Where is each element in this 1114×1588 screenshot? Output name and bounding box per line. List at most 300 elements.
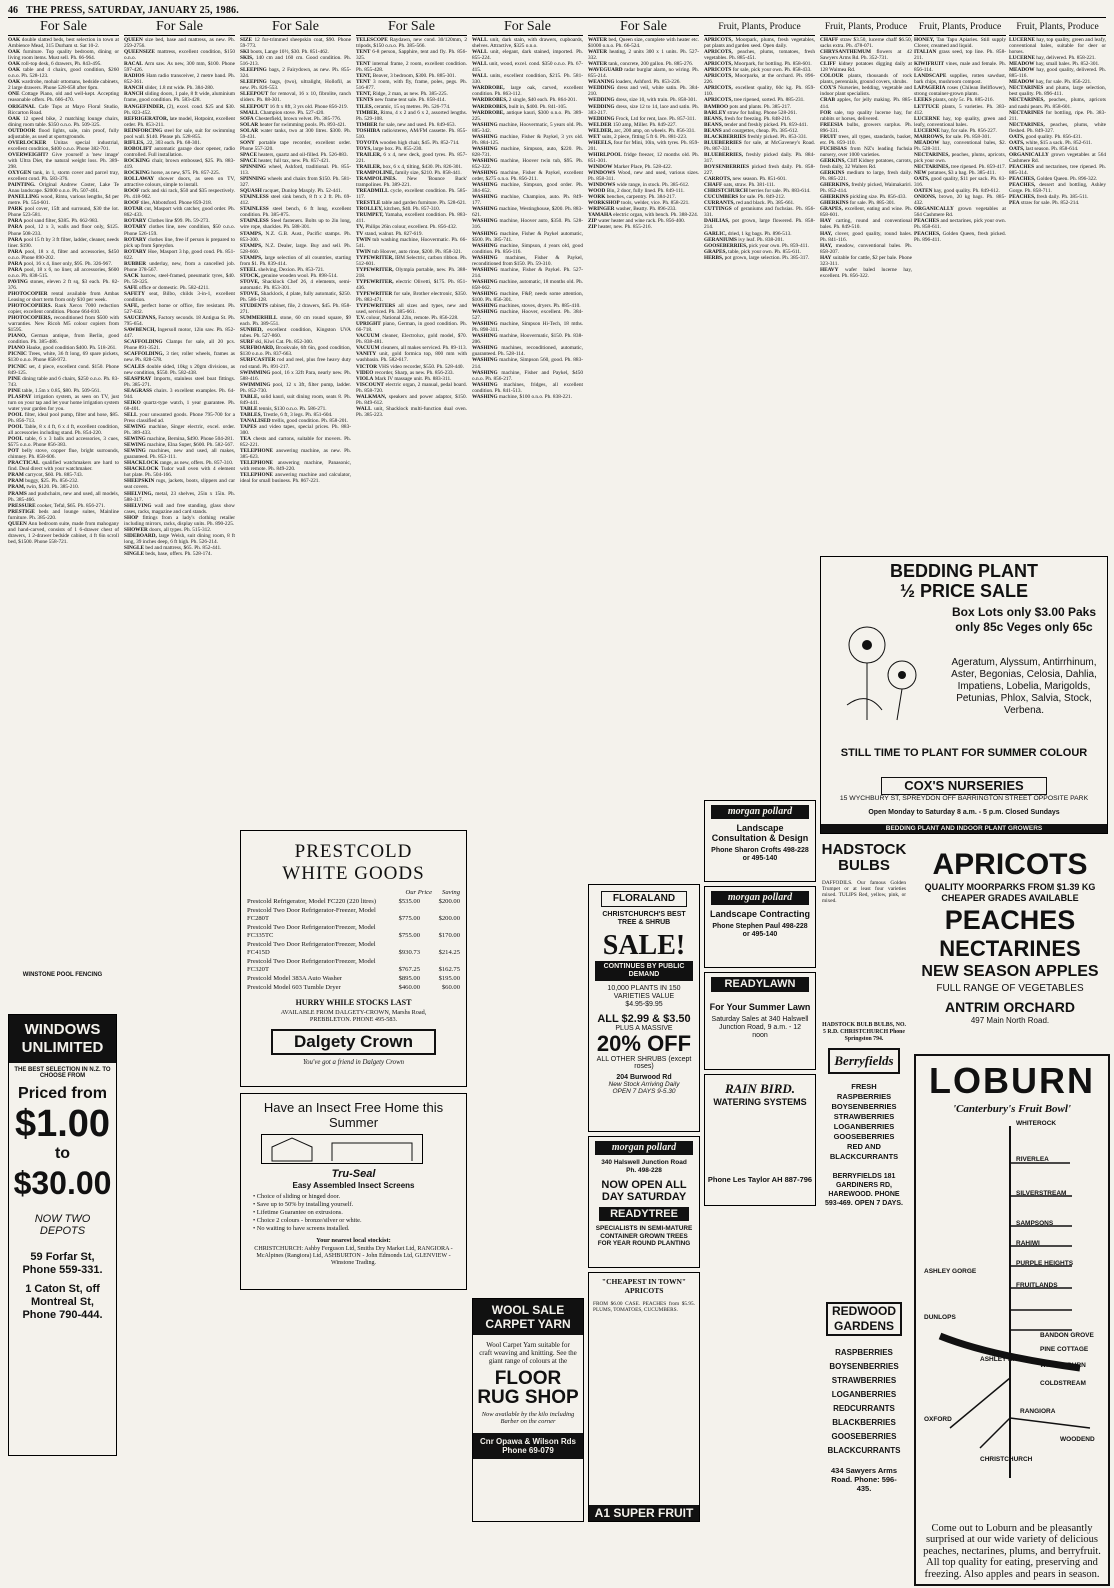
classified-ad	[820, 37, 912, 49]
ad-keyword: CLIFF	[820, 61, 836, 68]
ad-text: large selection of all countries, starting from $1. Ph. 839-414.	[240, 254, 351, 267]
classified-ad	[472, 309, 583, 321]
classified-ad	[240, 176, 351, 188]
classified-ad	[914, 85, 1006, 97]
classified-ad	[8, 249, 119, 261]
ad-text: grown vegetables at 564 Cashmere Rd.	[1009, 151, 1106, 164]
ad-keyword: STAINLESS	[240, 218, 269, 225]
ad-text: four for Mini, 10in, with tyres. Ph. 859-201.	[588, 139, 699, 152]
ad-keyword: PARA	[8, 266, 23, 273]
classified-ad	[240, 231, 351, 243]
loburn-tag: 'Canterbury's Fruit Bowl'	[953, 1103, 1071, 1115]
ad-text: berries for sale. Ph. 883-614.	[747, 188, 811, 195]
map-label: ASHLEY GORGE	[924, 1268, 977, 1275]
ad-text: machines, new and used, all makes, guaranteed. Ph. 853-111.	[124, 448, 235, 461]
map-label: WOODEND	[1060, 1436, 1095, 1443]
classified-ad	[124, 91, 235, 103]
sale-label: SALE!	[602, 930, 686, 961]
ad-keyword: SEWING	[124, 448, 146, 455]
ad-keyword: SACK	[124, 272, 139, 279]
ad-text: 2 single, $40 each. Ph. 864-201.	[507, 97, 577, 104]
ad-text: for removal, 16 x 10, fibrolite, ranch sliders. Ph. 88-301.	[240, 91, 351, 104]
product-saving: $170.00	[438, 932, 460, 939]
ad-text: Brookvale, 6ft 6in, good condition, $130 o.n.o. Ph. 837-663.	[240, 345, 351, 358]
ad-text: German antique, from Berlin, good condition. Ph. 385-486.	[8, 333, 119, 346]
floraland-hours: New Stock Arriving Daily OPEN 7 DAYS 9-5.30	[608, 1081, 680, 1095]
classified-ad	[240, 194, 351, 206]
classified-ad	[124, 116, 235, 128]
classified-ad	[124, 424, 235, 436]
classified-column-8	[820, 19, 912, 569]
classified-ad	[704, 218, 815, 230]
ad-text: wafer baled lucerne hay, excellent. Ph. 856-322.	[820, 266, 912, 279]
two-depots-label: NOW TWO DEPOTS	[34, 1213, 91, 1237]
classified-ad	[124, 261, 235, 273]
rainbird-ad	[704, 1074, 816, 1206]
classified-ad	[472, 158, 583, 170]
product-price: $775.00	[398, 915, 420, 922]
bullet-item: • Choice 2 colours - bronze/silver or white.	[253, 1217, 362, 1224]
classified-ad	[240, 79, 351, 91]
classified-ad	[8, 291, 119, 303]
ad-text: large oak, carved, excellent condition. Ph. 863-112.	[472, 85, 583, 98]
ad-text: picked fresh daily. Ph. 858-227.	[704, 163, 815, 177]
classified-ad	[472, 321, 583, 333]
ad-text: tools, welder, vice. Ph. 858-221.	[619, 200, 690, 207]
ad-text: water tanks, two at 300 litres. $300. Ph. 59-431.	[240, 127, 351, 140]
ad-keyword: WASHING	[472, 194, 498, 201]
ad-keyword: PHOTOCOPIER	[8, 290, 48, 297]
ad-text: Philips 26in colour, excellent. Ph. 856-432.	[364, 224, 458, 231]
fruit-item: BOYSENBERRIES	[831, 1102, 897, 1111]
ad-text: Nurseries, bedding, vegetable and indoor plant specialists.	[820, 85, 912, 98]
ad-text: belly stove, copper flue, bright surrounds, chimney. Ph. 858-606.	[8, 448, 119, 461]
ad-text: cabinet, file, 2 drawers, $45. Ph. 858-271.	[240, 303, 351, 316]
classified-ad	[240, 55, 351, 67]
ad-keyword: SHELVING	[124, 502, 152, 509]
ad-keyword: ROLLAWAY	[124, 176, 155, 183]
rainbird-logo: RAIN BIRD.	[724, 1081, 796, 1096]
ad-text: clover, good quality, round bales. Ph. 841-116.	[820, 230, 912, 243]
ad-text: carting, round and conventional bales. Ph. 849-510.	[820, 218, 912, 231]
ad-text: Rimu, 4 x 2 and 6 x 2, assorted lengths. Ph. 529-108.	[356, 109, 467, 122]
product-saving: $200.00	[438, 915, 460, 922]
classified-ad	[356, 406, 467, 418]
ad-keyword: STOVE,	[240, 290, 260, 297]
ad-keyword: TELEPHONE	[240, 448, 273, 455]
ad-keyword: FREESIA	[820, 121, 843, 128]
ad-keyword: RANCH	[124, 91, 144, 98]
ad-keyword: ONIONS,	[914, 194, 937, 201]
ad-text: table and 4 chairs, good condition, $260 o.n.o. Ph. 528-123.	[8, 67, 119, 80]
ad-text: set, 4 piece, excellent cond. $150. Phone 849-125.	[8, 363, 119, 376]
ad-text: dried, 1 kg bags. Ph. 896-513.	[726, 230, 792, 237]
ad-keyword: PEACHES	[914, 218, 940, 225]
ad-text: machines, fridges, all excellent condition. Ph. 841-513.	[472, 381, 583, 394]
classified-column-5	[472, 19, 583, 1079]
ad-text: late model, Hotpoint, excellent order. Ph. 853-211.	[124, 115, 235, 128]
map-label: WILLOWBURN	[1040, 1362, 1086, 1369]
redwood-fruit-list	[820, 1346, 908, 1458]
ad-keyword: SPINNING	[240, 163, 266, 170]
product-saving: $214.25	[438, 949, 460, 956]
ad-text: internal frame, 2 room, excellent condition. Ph. 855-428.	[356, 61, 467, 74]
ad-keyword: MEADOW	[1009, 79, 1035, 86]
ad-text: and video tapes, special prices. Ph. 883-300.	[240, 424, 351, 437]
price-table-head	[247, 889, 460, 897]
bullet-item: • No waiting to have screens installed.	[253, 1225, 350, 1232]
morgan-logo-3: morgan pollard	[711, 891, 809, 905]
fruit-item: BOYSENBERRIES	[829, 1362, 899, 1371]
ad-keyword: GHERKINS,	[820, 182, 850, 189]
ad-text: suitable for cattle, $2 per bale. Phone 323-311.	[820, 254, 912, 267]
landscape-design-title: Landscape Consultation & Design	[711, 823, 809, 843]
ad-keyword: WASHING	[472, 369, 498, 376]
ad-text: rod and reel, plus free heavy duty rod stand. Ph. 891-217.	[240, 357, 351, 370]
ad-text: clothes line, free if person is prepared to pick up from Spreydon.	[124, 236, 235, 249]
classified-ad	[588, 224, 699, 230]
ad-text: pool, 18 x 6, no liner, all accessories, $600 o.n.o. Ph. 838-515.	[8, 266, 119, 279]
classified-ad	[8, 152, 119, 170]
ad-text: hay, for sale. Ph. 856-227.	[939, 127, 997, 134]
ad-keyword: PARA	[8, 248, 23, 255]
ad-keyword: SLEEPING	[240, 67, 267, 74]
ad-text: pick your own. Ph. 859-411.	[747, 242, 810, 249]
ad-text: machine, automatic, 18 months old. Ph. 858-662.	[472, 278, 583, 291]
continues-label: CONTINUES BY PUBLIC DEMAND	[595, 961, 693, 981]
fruit-item: RASPBERRIES	[836, 1092, 892, 1101]
ad-text: cleaners, all makes serviced. Ph. 89-113.	[379, 345, 467, 352]
ad-keyword: SWIMMING	[240, 369, 271, 376]
ad-text: machine, Singer electric, excel. order. Ph. 389-433.	[124, 424, 235, 437]
fruit-item: STRAWBERRIES	[831, 1376, 897, 1385]
classified-ad	[704, 255, 815, 261]
ad-keyword: HAY,	[820, 230, 833, 237]
redwood-gardens-ad	[820, 1298, 908, 1570]
ad-keyword: HAY	[820, 254, 832, 261]
ad-keyword: SLEEPING	[240, 79, 267, 86]
ad-text: N.Z. Dealer, large. Buy and sell. Ph. 528-660.	[240, 242, 351, 255]
classified-ad	[356, 128, 467, 140]
map-label: FRUITLANDS	[1016, 1282, 1058, 1289]
ad-text: excellent quality, 60c kg. Ph. 859-110.	[704, 85, 815, 98]
floraland-plus: PLUS A MASSIVE	[615, 1025, 673, 1032]
ad-keyword: PANELLING	[8, 194, 40, 201]
ad-text: pool 15 ft by 3 ft filter, ladder, cleaner, needs liner. $190.	[8, 236, 119, 249]
ad-text: Cliff Kidney potatoes, carrots, fresh daily, 32 Walters Rd.	[820, 157, 912, 170]
ad-text: tub washing machine, Hoovermatic. Ph. 66-541.	[356, 236, 467, 249]
rainbird-title: WATERING SYSTEMS	[713, 1097, 807, 1107]
ad-text: machine, Simpson, 4 years old, good condition. Ph. 856-116.	[472, 242, 583, 255]
classified-ad	[1009, 164, 1106, 176]
classified-ad	[240, 370, 351, 382]
classified-ad	[472, 255, 583, 267]
map-label: OXFORD	[924, 1416, 952, 1423]
ad-text: flowers at 42 Sawyers Arms Rd. Ph. 352-731.	[820, 49, 912, 62]
floraland-discount: 20% OFF	[596, 1031, 692, 1056]
ad-text: hay, delivered. Ph. 858-221.	[1034, 55, 1096, 62]
ad-text: for sale. Ph. 858-301.	[944, 133, 992, 140]
classified-ad	[124, 351, 235, 363]
classified-column-9	[914, 19, 1006, 569]
ad-keyword: TRAMPOLINE,	[356, 170, 394, 177]
masthead-rule	[8, 17, 1106, 18]
ad-text: excellent, eating and wine. Ph. 858-601.	[820, 206, 912, 219]
classified-ad	[240, 394, 351, 406]
ad-keyword: TROLLEY,	[356, 206, 383, 213]
ad-text: and nectarines, tree ripened. Ph. 885-314.	[1009, 163, 1106, 177]
ad-keyword: SELL	[124, 411, 138, 418]
prestcold-ad	[240, 830, 467, 1087]
ad-text: Ingersoll motor, 12in saw. Ph. 852-447.	[124, 327, 235, 340]
ad-keyword: CARROTS,	[704, 176, 732, 183]
ad-text: pool, 18 x 4, filter and accessories, $450 o.n.o. Phone 890-202.	[8, 248, 119, 261]
ad-keyword: RANCH	[124, 85, 144, 92]
ad-keyword: POOL	[8, 411, 24, 418]
ad-keyword: WALL	[356, 405, 372, 412]
ad-text: pool, 16 x 32ft Para, nearly new. Ph. 588-416.	[240, 369, 351, 382]
ad-text: family size, $210. Ph. 858-441.	[393, 170, 462, 177]
classified-ad	[820, 206, 912, 218]
classified-ad	[240, 255, 351, 267]
ad-text: machine, Fisher and Paykel, $450 o.n.o. Ph. 856-217.	[472, 369, 583, 382]
ad-text: steel for sale, suit for swimming pool wall. $140. Please ph. 528-855.	[124, 127, 235, 140]
ad-keyword: WINDOWS	[588, 182, 616, 189]
ad-text: pot grown, large selection. Ph. 385-317.	[723, 254, 810, 261]
ad-text: kitchen, $40. Ph. 857-310.	[382, 206, 441, 213]
ad-text: oats, straw. Ph. 381-111.	[722, 182, 776, 189]
classified-ad	[472, 382, 583, 394]
ad-keyword: WINDOW	[588, 163, 613, 170]
classified-ad	[356, 110, 467, 122]
ad-text: IBM Selectric, carbon ribbon. Ph. 512-601.	[356, 254, 467, 267]
ad-text: bed and mattress, $65. Ph. 852-441.	[144, 544, 222, 551]
bedding-plant-ad	[820, 556, 1108, 834]
ad-text: straw for sale. Ph. 852-214.	[1019, 200, 1080, 207]
windows-intro: THE BEST SELECTION IN N.Z. TO CHOOSE FROM	[14, 1067, 111, 1079]
ad-text: pool, 16 x 4, liner only, $95. Ph. 326-967.	[22, 260, 113, 267]
ad-text: Tudor wall oven with 4 element hot plate. Ph. 504-166.	[124, 466, 235, 479]
ad-text: ivy leaf. Ph. 838-201.	[736, 236, 785, 243]
ad-keyword: CHRYSANTHEMUM	[820, 49, 872, 56]
floraland-discount-sub: ALL OTHER SHRUBS (except roses)	[596, 1056, 692, 1070]
hadstock-list	[820, 910, 908, 1020]
ad-text: unit, wood, excel. cond. $350 o.n.o. Ph. 67-415.	[472, 61, 583, 74]
ad-keyword: OATS,	[1009, 145, 1025, 152]
landscape-contracting-title: Landscape Contracting	[709, 909, 810, 919]
ad-keyword: WARDROBES,	[472, 97, 508, 104]
ad-text: slider, 1.8 mt wide. Ph. 384-280.	[143, 85, 214, 92]
classified-column-1	[8, 19, 119, 979]
wool-address: Cnr Opawa & Wilson Rds Phone 69-079	[473, 1433, 583, 1459]
classified-ad	[124, 128, 235, 140]
ad-text: vines, male and female. Ph. 856-114.	[914, 61, 1006, 74]
classified-ad	[914, 104, 1006, 116]
classified-ad	[820, 267, 912, 279]
ad-keyword: PINE	[8, 375, 21, 382]
hadstock-body: DAFFODILS. Our famous Golden Trumpet or at least four varieties mixed. TULIPS Red, yellow, pink, or mixed.	[822, 880, 906, 905]
ad-keyword: APRICOTS,	[704, 85, 733, 92]
ad-keyword: GHERKINS	[820, 194, 849, 201]
ad-text: meadow, conventional bales. Ph. 858-207.	[820, 242, 912, 255]
ad-text: double slatted beds, best selection in town at Ambience Mead, 315 Durham st. Sat 10-2.	[8, 37, 119, 50]
classified-ad	[124, 412, 235, 424]
classified-ad	[8, 279, 119, 291]
classified-ad	[704, 49, 815, 61]
ad-keyword: WASHING	[472, 182, 498, 189]
ad-text: and courgettes, cheap. Ph. 385-612.	[721, 127, 799, 134]
ad-keyword: TRESTLE	[356, 200, 381, 207]
classified-ad	[124, 466, 235, 478]
ad-text: perfect home or office, fire resistant. Ph. 527-632.	[124, 303, 235, 316]
peaches-title: PEACHES	[944, 905, 1076, 935]
ad-keyword: OVERLOCKER	[8, 139, 47, 146]
ad-keyword: SEASPRAY	[124, 375, 152, 382]
ad-keyword: PAINTING.	[8, 182, 36, 189]
ad-keyword: CHAFF	[704, 182, 723, 189]
ad-keyword: LETTUCE	[914, 103, 940, 110]
readytree-body: SPECIALISTS IN SEMI-MATURE CONTAINER GROWN TREES FOR YEAR ROUND PLANTING	[595, 1225, 693, 1247]
ad-text: Wood, new and used, various sizes. Ph. 858-311.	[588, 170, 699, 183]
product-price: $460.00	[398, 984, 420, 991]
classified-ads	[820, 37, 912, 279]
rainbird-body	[705, 1107, 815, 1175]
antrim-orchard-name: ANTRIM ORCHARD	[945, 999, 1075, 1015]
ad-text: boots, Lange 10½, $30. Ph. 851-462.	[249, 49, 329, 56]
ad-text: 6-8 person, Sapphire, tent and fly. Ph. 856-325.	[356, 49, 467, 62]
morgan-pollard-readytree-ad	[588, 1136, 700, 1268]
map-label: RIVERLEA	[1016, 1156, 1049, 1163]
fruit-item: LOGANBERRIES	[833, 1122, 895, 1131]
ad-text: .22, 303 each. Ph. 68-301.	[144, 139, 202, 146]
ad-keyword: LANDSCAPE	[914, 73, 947, 80]
ad-keyword: PAVING	[8, 278, 28, 285]
outlet-title: Your nearest local stockist:	[316, 1237, 391, 1244]
ad-text: machine, Hoover twin tub, $95. Ph. 852-322.	[472, 157, 583, 170]
price-to-label: to	[54, 1145, 71, 1162]
house-icon	[262, 1135, 422, 1163]
loburn-map	[920, 1118, 1104, 1478]
ad-keyword: SLEEPOUT	[240, 91, 269, 98]
ad-text: wall and free standing, glass show cases, racks, magazine and card stands.	[124, 502, 235, 515]
map-label: SAMPSONS	[1016, 1220, 1054, 1227]
classified-ad	[588, 37, 699, 49]
ad-text: last season. Ph. 858-614.	[1024, 145, 1079, 152]
ad-keyword: GERANIUMS	[704, 236, 737, 243]
classified-ad	[356, 255, 467, 267]
price-row	[247, 958, 460, 974]
ad-keyword: SHOWER	[124, 526, 148, 533]
ad-keyword: ROTARY	[124, 236, 147, 243]
classified-ad	[124, 61, 235, 73]
ad-text: Hoe, Masport 3 hp, good cond. Ph. 851-822.	[124, 248, 235, 261]
ad-keyword: OATS,	[1009, 133, 1025, 140]
classified-ad	[356, 237, 467, 249]
ad-text: Golden Queen. Ph. 896-322.	[1035, 176, 1098, 183]
classified-ad	[124, 291, 235, 303]
ad-keyword: PEACHES,	[1009, 176, 1036, 183]
product-name: Prestcold Two Door Refrigerator/Freezer, Model FC320T	[247, 958, 376, 973]
ad-text: Golden Queen, fresh picked. Ph. 896-411.	[914, 230, 1006, 243]
classified-ad	[240, 357, 351, 369]
classified-ad	[124, 237, 235, 249]
product-price: $755.00	[398, 932, 420, 939]
classified-ad	[356, 279, 467, 291]
ad-text: machine, Simpson, good order. Ph. 384-652.	[472, 182, 583, 195]
classified-ad	[472, 170, 583, 182]
ad-text: arc, 200 amp, on wheels. Ph. 856-331.	[612, 127, 696, 134]
classified-ad	[240, 382, 351, 394]
ad-text: freshly picked daily. Ph. 884-317.	[704, 151, 815, 164]
ad-keyword: PHOTOCOPIERS,	[8, 315, 52, 322]
ad-keyword: ONE	[8, 91, 20, 98]
ad-keyword: REINFORCING	[124, 127, 163, 134]
classified-ad	[8, 448, 119, 460]
ad-text: machine, Champion, auto. Ph. 849-177.	[472, 194, 583, 207]
landscape-design-contact: Phone Sharon Crofts 498-228 or 495-140	[711, 847, 809, 862]
ad-keyword: PRAMS	[8, 490, 27, 497]
classified-ad	[8, 460, 119, 472]
ad-text: New 'Bounce Back' trampolines. Ph. 389-221.	[356, 176, 467, 189]
ad-keyword: TYPEWRITER	[356, 290, 393, 297]
insect-sub: Easy Assembled Insect Screens	[292, 1181, 415, 1190]
classified-ad	[8, 351, 119, 363]
ad-keyword: MEADOW	[1009, 61, 1035, 68]
classified-ad	[820, 146, 912, 158]
ad-keyword: SPACE	[240, 151, 257, 158]
windows-title: WINDOWS UNLIMITED	[9, 1015, 116, 1063]
ad-keyword: WEDDING	[588, 103, 615, 110]
ad-keyword: COX'S	[820, 85, 837, 92]
ad-text: Olympia portable, new. Ph. 388-218.	[356, 266, 467, 279]
classified-ad	[124, 551, 235, 557]
ad-text: stones, eleven 2 ft sq, $3 each. Ph. 82-376.	[8, 278, 119, 291]
bedding-lots: Box Lots only $3.00 Paks only 85c Veges only 65c	[951, 605, 1097, 634]
ad-text: 12 speed bike, 2 matching lounge chairs, dining room table. $350 o.n.o. Ph. 509-325.	[8, 115, 119, 128]
price-to: $30.00	[13, 1165, 112, 1201]
ad-keyword: STUDENTS	[240, 303, 268, 310]
ad-keyword: PARK	[8, 206, 23, 213]
ad-text: machine, Fisher & Paykel. Ph. 527-214.	[472, 266, 583, 279]
classified-ad	[124, 315, 235, 327]
ad-text: twin, $120. Ph. 385-210.	[25, 484, 80, 491]
ad-text: tiles, Abbotsford. Phone 859-218.	[139, 200, 213, 207]
classified-ad	[240, 37, 351, 49]
ad-text: loaders, Ashford. Ph. 853-226.	[614, 79, 681, 86]
classified-ad	[124, 104, 235, 116]
ad-text: medium to large, fresh daily. Ph. 885-221.	[820, 170, 912, 183]
ad-text: from NZ's leading fuchsia nursery, over 1000 varieties.	[820, 145, 912, 158]
ad-text: table, 6 x 3 balls and accessories, 3 cues, $575 o.n.o. Phone 856-383.	[8, 436, 119, 449]
classified-ad	[124, 158, 235, 170]
classified-ad	[820, 49, 912, 61]
ad-text: tender and freshly picked. Ph. 859-441.	[723, 121, 808, 128]
ad-keyword: TENT	[356, 79, 371, 86]
classified-ad	[820, 61, 912, 73]
ad-keyword: WASHING	[472, 170, 498, 177]
ad-text: Original Andrew Coster, Lake Te Anau landscape. $2000 o.n.o. Ph. 507-461.	[8, 182, 119, 195]
classified-ad	[356, 152, 467, 164]
classified-ad	[124, 206, 235, 218]
ad-keyword: WOOD	[588, 188, 606, 195]
ad-keyword: APRICOTS,	[704, 49, 733, 56]
ad-text: Give yourself a 'new image' with Ultra Diet, the natural weight loss. Ph. 389-298.	[8, 151, 119, 170]
ad-keyword: SHELVING,	[124, 490, 153, 497]
ad-text: Hauke, good condition $400. Ph. 518-261.	[25, 345, 117, 352]
ad-text: answering machine, Panasonic, with remote. Ph. 849-220.	[240, 460, 351, 473]
ad-text: piano, German, in good condition. Ph. 66-718.	[356, 321, 467, 334]
classified-ad	[914, 231, 1006, 243]
